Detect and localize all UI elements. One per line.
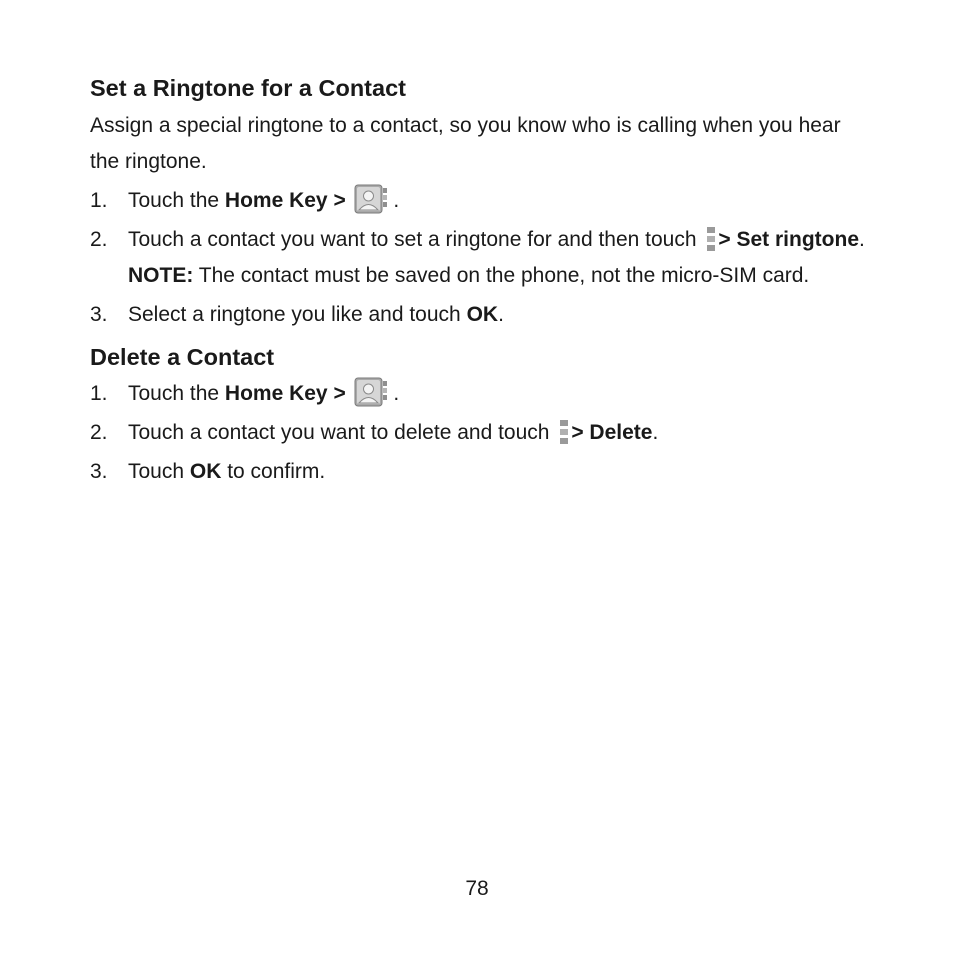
menu-key-icon — [706, 226, 716, 252]
note: NOTE: The contact must be saved on the phone, not the micro-SIM card. — [128, 264, 810, 287]
ringtone-steps — [90, 183, 870, 333]
contacts-app-icon — [354, 184, 388, 214]
section-intro: Assign a special ringtone to a contact, so you know who is calling when you hear the ringtone. — [90, 114, 841, 173]
delete-steps — [90, 376, 870, 490]
list-item: 2. Touch a contact you want to set a ringtone for and then touch > Set ringtone. NOTE: The contact must be saved on the phone, not the micro-SIM card. — [90, 222, 870, 294]
menu-key-icon — [559, 419, 569, 445]
list-item: 3. Select a ringtone you like and touch OK. — [90, 303, 504, 326]
document-page — [90, 72, 870, 490]
list-item: 2. Touch a contact you want to delete and touch > Delete. — [90, 421, 659, 444]
list-item: 3. Touch OK to confirm. — [90, 460, 326, 483]
contacts-app-icon — [354, 377, 388, 407]
list-item: 1. Touch the Home Key > . — [90, 183, 870, 219]
list-item: 1. Touch the Home Key > . — [90, 376, 870, 412]
page-number: 78 — [465, 877, 489, 900]
section-title-set-ringtone: Set a Ringtone for a Contact — [90, 75, 406, 101]
section-title-delete-contact: Delete a Contact — [90, 344, 275, 370]
